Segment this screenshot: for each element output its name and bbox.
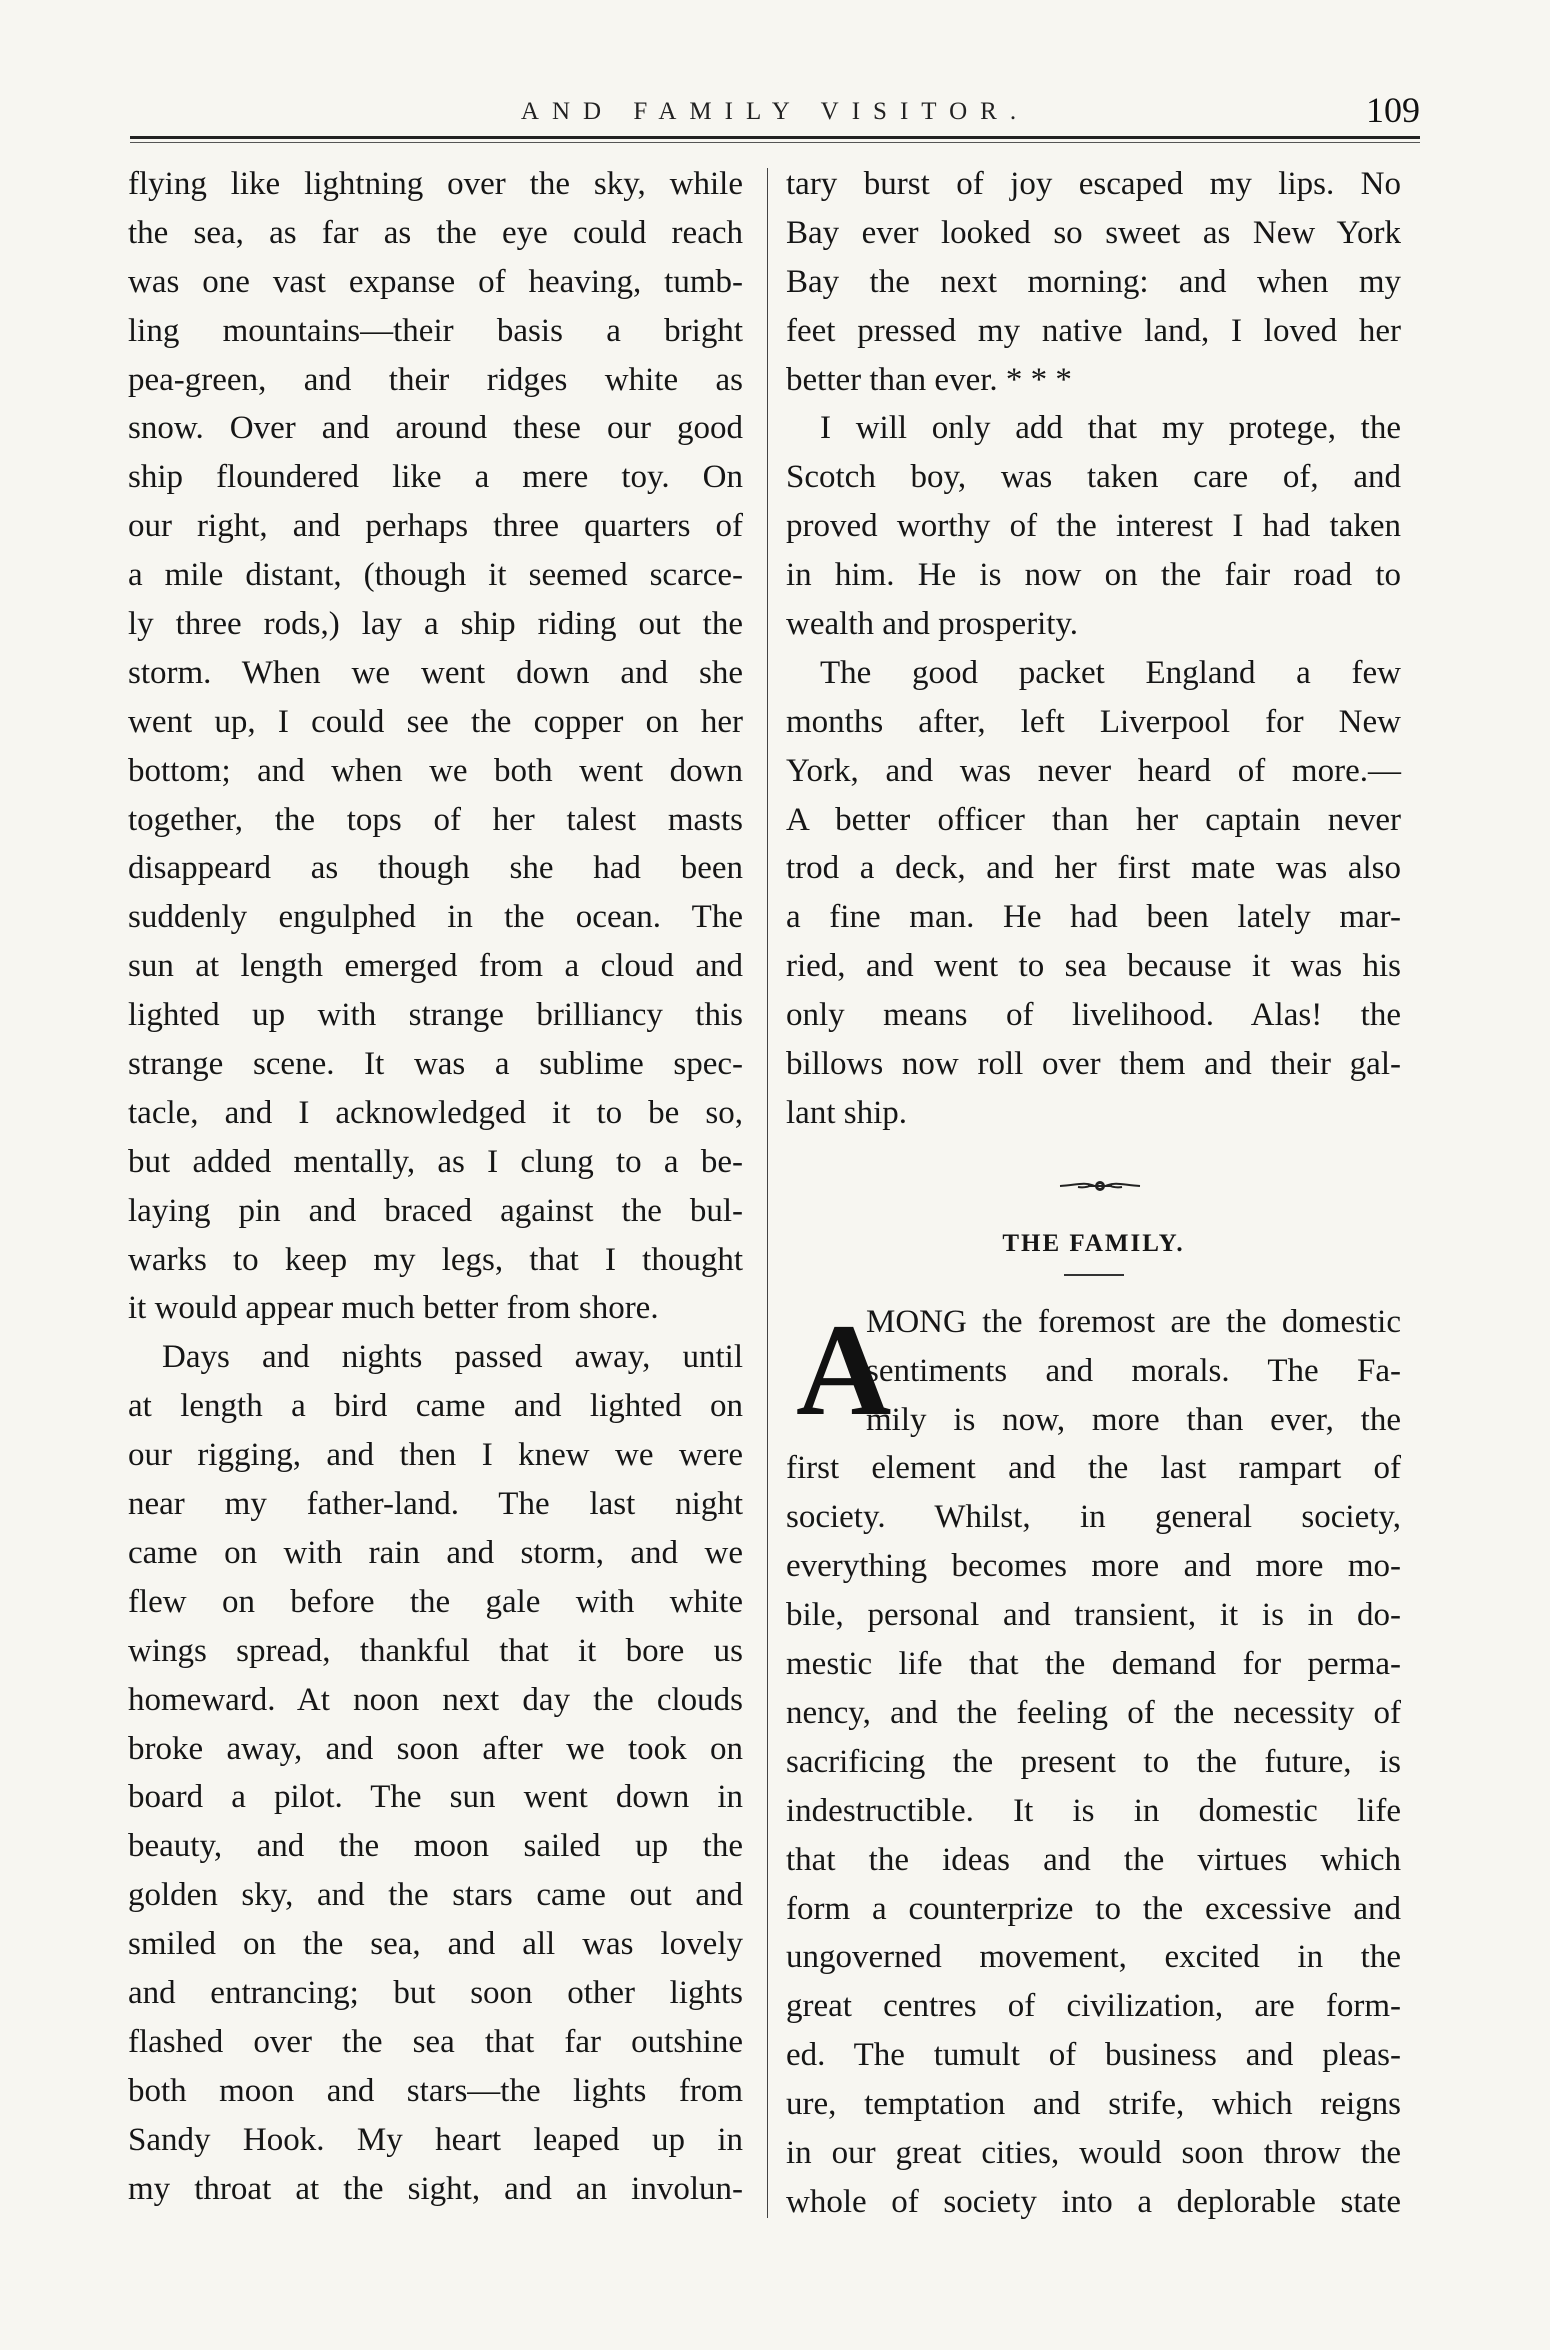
text-line: tary burst of joy escaped my lips. No <box>786 166 1401 202</box>
page-number: 109 <box>1366 90 1420 130</box>
running-title: AND FAMILY VISITOR. <box>520 98 1030 125</box>
text-line: the sea, as far as the eye could reach <box>128 214 743 251</box>
text-line: ly three rods,) lay a ship riding out the <box>128 606 743 643</box>
text-line: I will only add that my protege, the <box>820 410 1401 447</box>
text-line: wings spread, thankful that it bore us <box>128 1632 743 1669</box>
text-line: went up, I could see the copper on her <box>128 703 743 740</box>
text-line: Scotch boy, was taken care of, and <box>786 459 1401 496</box>
text-line: golden sky, and the stars came out and <box>128 1877 743 1914</box>
text-line: society. Whilst, in general society, <box>786 1499 1401 1536</box>
text-line: disappeard as though she had been <box>128 850 743 887</box>
column-divider <box>767 168 768 2218</box>
text-line: form a counterprize to the excessive and <box>786 1890 1401 1927</box>
text-line: flying like lightning over the sky, while <box>128 166 743 202</box>
text-line: at length a bird came and lighted on <box>128 1388 743 1425</box>
text-line: came on with rain and storm, and we <box>128 1534 743 1571</box>
text-line: flashed over the sea that far outshine <box>128 2023 743 2060</box>
text-line: smiled on the sea, and all was lovely <box>128 1926 743 1963</box>
text-line: near my father-land. The last night <box>128 1486 743 1523</box>
text-line: trod a deck, and her first mate was also <box>786 850 1401 887</box>
drop-cap: A <box>796 1295 892 1443</box>
text-line: nency, and the feeling of the necessity of <box>786 1694 1401 1731</box>
section-title: THE FAMILY. <box>1002 1229 1185 1257</box>
text-line: both moon and stars—the lights from <box>128 2072 743 2109</box>
text-line: my throat at the sight, and an involun- <box>128 2170 743 2207</box>
text-line: homeward. At noon next day the clouds <box>128 1681 743 1718</box>
text-line: but added mentally, as I clung to a be- <box>128 1143 743 1180</box>
text-line: ried, and went to sea because it was his <box>786 948 1401 985</box>
family-paragraph <box>786 1295 1401 2227</box>
text-line: great centres of civilization, are form- <box>786 1988 1401 2025</box>
text-line: snow. Over and around these our good <box>128 410 743 447</box>
text-line: our right, and perhaps three quarters of <box>128 508 743 545</box>
text-line: first element and the last rampart of <box>786 1450 1401 1487</box>
text-line: ungoverned movement, excited in the <box>786 1939 1401 1976</box>
right-column <box>786 160 1401 2227</box>
text-line: board a pilot. The sun went down in <box>128 1779 743 1816</box>
text-line: Sandy Hook. My heart leaped up in <box>128 2121 743 2158</box>
ornament-icon <box>786 1164 1401 1210</box>
text-line: strange scene. It was a sublime spec- <box>128 1046 743 1083</box>
text-line: laying pin and braced against the bul- <box>128 1192 743 1229</box>
text-line: lant ship. <box>786 1094 907 1131</box>
text-line: only means of livelihood. Alas! the <box>786 997 1401 1034</box>
text-line: broke away, and soon after we took on <box>128 1730 743 1767</box>
text-line: a mile distant, (though it seemed scarce- <box>128 557 743 594</box>
text-line: and entrancing; but soon other lights <box>128 1974 743 2011</box>
text-line: bile, personal and transient, it is in do- <box>786 1597 1401 1634</box>
text-line: proved worthy of the interest I had taken <box>786 508 1401 545</box>
text-line: ship floundered like a mere toy. On <box>128 459 743 496</box>
text-line: that the ideas and the virtues which <box>786 1841 1401 1878</box>
text-line: pea-green, and their ridges white as <box>128 361 743 398</box>
text-line: in our great cities, would soon throw the <box>786 2134 1401 2171</box>
text-line: Bay the next morning: and when my <box>786 263 1401 300</box>
header-rule-thick <box>130 136 1420 139</box>
text-line: it would appear much better from shore. <box>128 1290 659 1327</box>
text-line: flew on before the gale with white <box>128 1583 743 1620</box>
text-line: A better officer than her captain never <box>786 801 1401 838</box>
text-line: York, and was never heard of more.— <box>786 752 1401 789</box>
left-column <box>128 160 743 2213</box>
text-line: together, the tops of her talest masts <box>128 801 743 838</box>
text-line: better than ever. * * * <box>786 361 1072 398</box>
text-line: ure, temptation and strife, which reigns <box>786 2086 1401 2123</box>
text-line: bottom; and when we both went down <box>128 752 743 789</box>
text-line: The good packet England a few <box>820 654 1401 691</box>
text-line: our rigging, and then I knew we were <box>128 1437 743 1474</box>
text-line: beauty, and the moon sailed up the <box>128 1828 743 1865</box>
text-line: billows now roll over them and their gal- <box>786 1046 1401 1083</box>
text-line: ed. The tumult of business and pleas- <box>786 2037 1401 2074</box>
text-line: in him. He is now on the fair road to <box>786 557 1401 594</box>
first-word-smallcaps: MONG <box>866 1303 967 1340</box>
text-line: mestic life that the demand for perma- <box>786 1646 1401 1683</box>
text-line: tacle, and I acknowledged it to be so, <box>128 1094 743 1131</box>
text-line: wealth and prosperity. <box>786 606 1079 643</box>
text-line: sun at length emerged from a cloud and <box>128 948 743 985</box>
text-line: a fine man. He had been lately mar- <box>786 899 1401 936</box>
running-head <box>130 92 1420 132</box>
text-fragment: the foremost are the domestic <box>982 1303 1401 1340</box>
text-line: feet pressed my native land, I loved her <box>786 312 1401 349</box>
text-line: everything becomes more and more mo- <box>786 1548 1401 1585</box>
text-line: mily is now, more than ever, the <box>866 1401 1401 1438</box>
text-line: Days and nights passed away, until <box>162 1339 743 1376</box>
text-line: indestructible. It is in domestic life <box>786 1792 1401 1829</box>
heading-rule <box>1064 1274 1124 1276</box>
text-line: Bay ever looked so sweet as New York <box>786 214 1401 251</box>
text-line: months after, left Liverpool for New <box>786 703 1401 740</box>
text-line: ling mountains—their basis a bright <box>128 312 743 349</box>
header-rule-thin <box>130 142 1420 143</box>
text-line: sacrificing the present to the future, is <box>786 1743 1401 1780</box>
text-line: lighted up with strange brilliancy this <box>128 997 743 1034</box>
text-line: storm. When we went down and she <box>128 654 743 691</box>
text-line: warks to keep my legs, that I thought <box>128 1241 743 1278</box>
text-line: was one vast expanse of heaving, tumb- <box>128 263 743 300</box>
text-line: whole of society into a deplorable state <box>786 2183 1401 2220</box>
text-line: sentiments and morals. The Fa- <box>866 1352 1401 1389</box>
text-line: suddenly engulphed in the ocean. The <box>128 899 743 936</box>
